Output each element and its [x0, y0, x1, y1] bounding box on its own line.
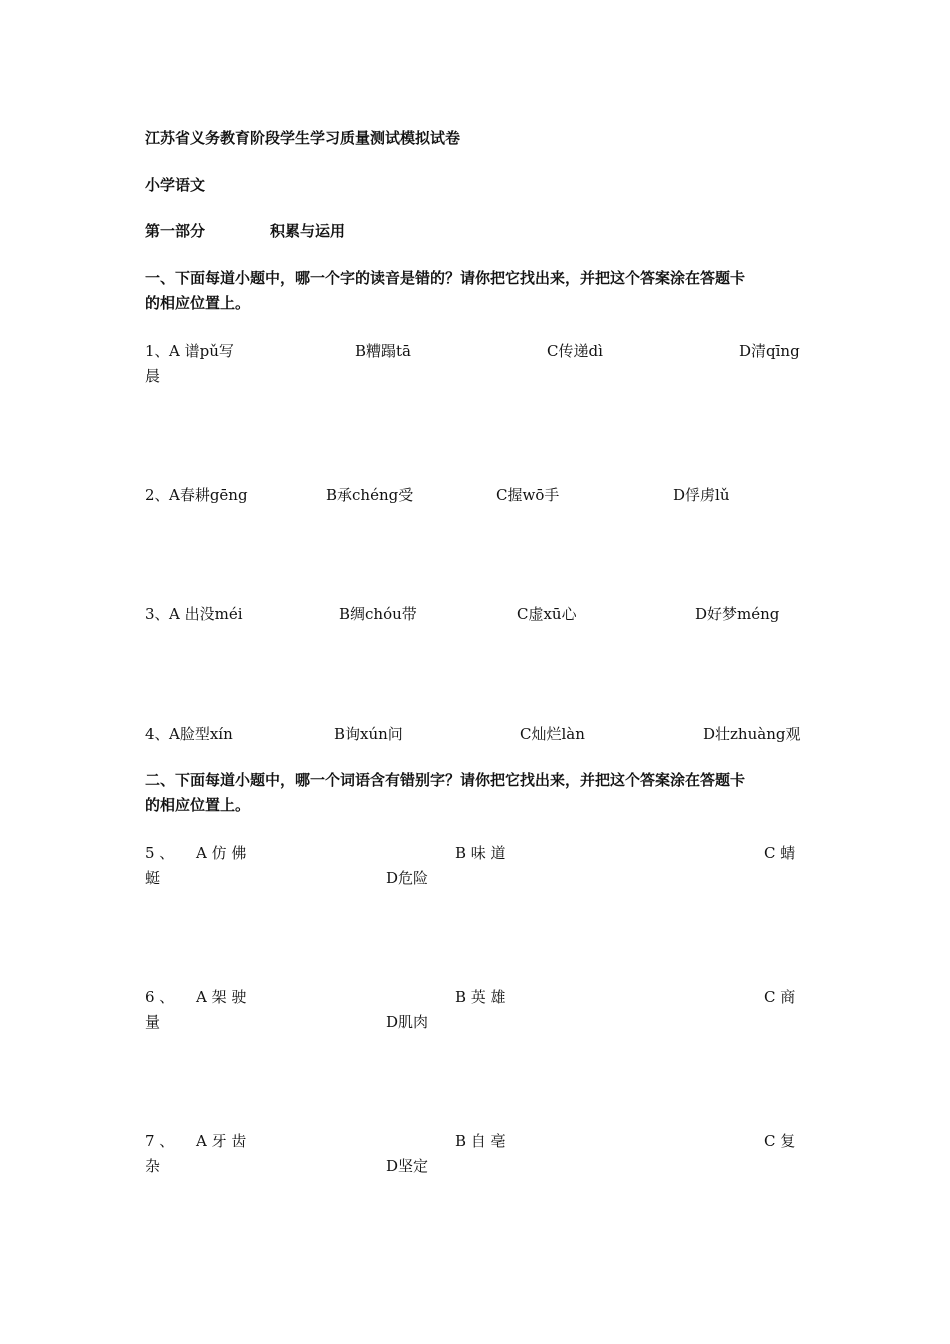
question-number: 7 、 — [145, 1132, 175, 1150]
option-d: D清qīng — [739, 342, 800, 360]
option-d: D危险 — [386, 869, 429, 887]
option-c: C 蜻 — [764, 844, 796, 862]
option-d: D好梦méng — [695, 605, 780, 623]
option-d: D坚定 — [386, 1157, 429, 1175]
option-d-continued: 晨 — [145, 367, 161, 385]
option-d: D壮zhuàng观 — [703, 725, 801, 743]
section2-instruction-cont: 的相应位置上。 — [145, 796, 251, 814]
option-b: B询xún问 — [334, 725, 403, 743]
option-a: A 仿 佛 — [196, 844, 247, 862]
part-name: 积累与运用 — [270, 222, 346, 240]
option-c: C灿烂làn — [520, 725, 585, 743]
option-a: A 架 驶 — [196, 988, 247, 1006]
section1-instruction-cont: 的相应位置上。 — [145, 294, 251, 312]
option-a: A 牙 齿 — [196, 1132, 247, 1150]
option-b: B承chéng受 — [326, 486, 414, 504]
option-c-continued: 杂 — [145, 1157, 161, 1175]
section1-instruction: 一、下面每道小题中，哪一个字的读音是错的？请你把它找出来，并把这个答案涂在答题卡 — [145, 269, 746, 287]
exam-title: 江苏省义务教育阶段学生学习质量测试模拟试卷 — [145, 129, 461, 147]
question-number: 4、 — [145, 725, 170, 743]
option-d: D肌肉 — [386, 1013, 429, 1031]
question-number: 1、 — [145, 342, 170, 360]
option-a: A 出没méi — [169, 605, 243, 623]
option-b: B糟蹋tā — [355, 342, 411, 360]
option-c: C传递dì — [547, 342, 603, 360]
question-number: 2、 — [145, 486, 170, 504]
option-c: C虚xū心 — [517, 605, 577, 623]
option-c: C 复 — [764, 1132, 796, 1150]
option-b: B 自 亳 — [455, 1132, 506, 1150]
option-b: B 味 道 — [455, 844, 506, 862]
option-b: B绸chóu带 — [339, 605, 417, 623]
option-d: D俘虏lǔ — [673, 486, 730, 504]
option-a: A脸型xín — [169, 725, 233, 743]
option-c: C握wō手 — [496, 486, 560, 504]
section2-instruction: 二、下面每道小题中，哪一个词语含有错别字？请你把它找出来，并把这个答案涂在答题卡 — [145, 771, 746, 789]
part-label: 第一部分 — [145, 222, 206, 240]
question-number: 3、 — [145, 605, 170, 623]
question-number: 5 、 — [145, 844, 175, 862]
option-c-continued: 蜓 — [145, 869, 161, 887]
option-a: A 谱pǔ写 — [169, 342, 234, 360]
option-c: C 商 — [764, 988, 796, 1006]
subject-label: 小学语文 — [145, 176, 206, 194]
option-b: B 英 雄 — [455, 988, 506, 1006]
question-number: 6 、 — [145, 988, 175, 1006]
option-c-continued: 量 — [145, 1013, 161, 1031]
option-a: A春耕gēng — [169, 486, 248, 504]
